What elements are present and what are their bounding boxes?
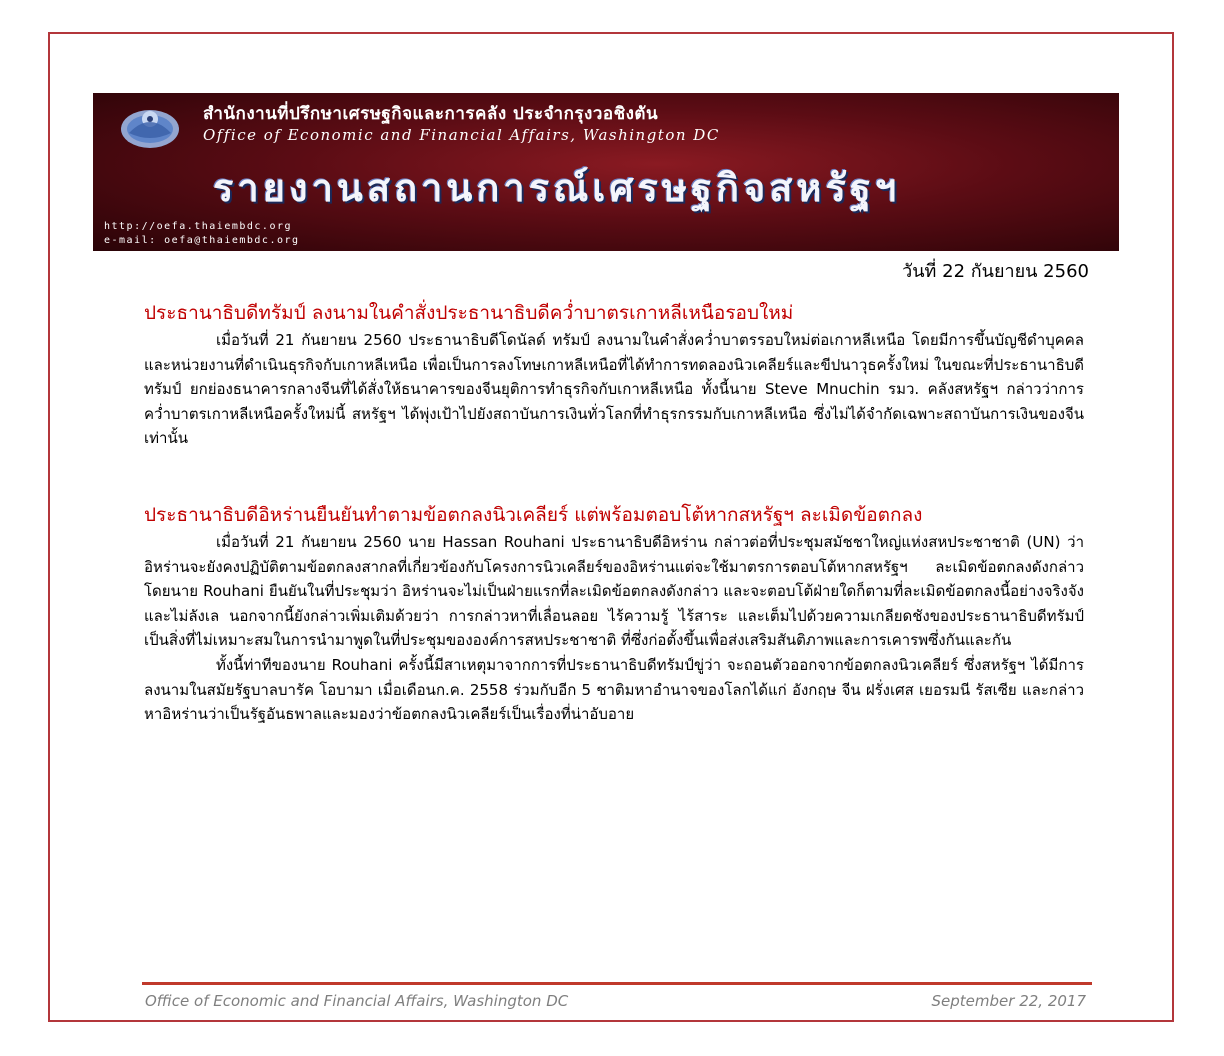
article-paragraph: ทั้งนี้ท่าทีของนาย Rouhani ครั้งนี้มีสาเหตุมาจากการที่ประธานาธิบดีทรัมป์ขู่ว่า จะถอนตัวออกจากข้อตกลงนิวเคลียร์ ซึ่งสหรัฐฯ ได้มีการลงนามในสมัยรัฐบาลบารัค โอบามา เมื่อเดือนก.ค. 2558 ร่วมกับอีก 5 ชาติมหาอำนาจของโลกได้แก่ อังกฤษ จีน ฝรั่งเศส เยอรมนี รัสเซีย และกล่าวหาอิหร่านว่าเป็นรัฐอันธพาลและมองว่าข้อตกลงนิวเคลียร์เป็นเรื่องที่น่าอับอาย	[144, 655, 1084, 724]
article-title: ประธานาธิบดีอิหร่านยืนยันทำตามข้อตกลงนิวเคลียร์ แต่พร้อมตอบโต้หากสหรัฐฯ ละเมิดข้อตกลง	[144, 504, 923, 526]
article	[144, 500, 1084, 727]
garuda-seal-icon	[119, 103, 181, 151]
website-url[interactable]: http://oefa.thaiembdc.org	[104, 221, 293, 232]
article-title: ประธานาธิบดีทรัมป์ ลงนามในคำสั่งประธานาธิบดีคว่ำบาตรเกาหลีเหนือรอบใหม่	[144, 302, 794, 324]
footer-divider	[142, 982, 1092, 985]
footer-date: September 22, 2017	[931, 992, 1086, 1010]
org-name-english: Office of Economic and Financial Affairs, Washington DC	[203, 126, 720, 144]
footer-org-name: Office of Economic and Financial Affairs, Washington DC	[145, 992, 569, 1010]
report-date: วันที่ 22 กันยายน 2560	[902, 261, 1089, 282]
article-paragraph: เมื่อวันที่ 21 กันยายน 2560 นาย Hassan Rouhani ประธานาธิบดีอิหร่าน กล่าวต่อที่ประชุมสมัชชาใหญ่แห่งสหประชาชาติ (UN) ว่า อิหร่านจะยังคงปฏิบัติตามข้อตกลงสากลที่เกี่ยวข้องกับโครงการนิวเคลียร์ของอิหร่านแต่จะใช้มาตรการตอบโต้หากสหรัฐฯ ละเมิดข้อตกลงดังกล่าว โดยนาย Rouhani ยืนยันในที่ประชุมว่า อิหร่านจะไม่เป็นฝ่ายแรกที่ละเมิดข้อตกลงดังกล่าว และจะตอบโต้ฝ่ายใดก็ตามที่ละเมิดข้อตกลงนี้อย่างจริงจังและไม่ลังเล นอกจากนี้ยังกล่าวเพิ่มเติมด้วยว่า การกล่าวหาที่เลื่อนลอย ไร้ความรู้ ไร้สาระ และเต็มไปด้วยความเกลียดชังของประธานาธิบดีทรัมป์ เป็นสิ่งที่ไม่เหมาะสมในการนำมาพูดในที่ประชุมขององค์การสหประชาชาติ ที่ซึ่งก่อตั้งขึ้นเพื่อส่งเสริมสันติภาพและการเคารพซึ่งกันและกัน	[144, 533, 1084, 650]
header-banner	[93, 93, 1119, 251]
article	[144, 298, 1084, 451]
org-name-thai: สำนักงานที่ปรึกษาเศรษฐกิจและการคลัง ประจำกรุงวอชิงตัน	[203, 104, 659, 124]
report-title: รายงานสถานการณ์เศรษฐกิจสหรัฐฯ	[213, 165, 901, 210]
contact-email[interactable]: e-mail: oefa@thaiembdc.org	[104, 235, 300, 246]
article-paragraph: เมื่อวันที่ 21 กันยายน 2560 ประธานาธิบดีโดนัลด์ ทรัมป์ ลงนามในคำสั่งคว่ำบาตรรอบใหม่ต่อเกาหลีเหนือ โดยมีการขึ้นบัญชีดำบุคคล และหน่วยงานที่ดำเนินธุรกิจกับเกาหลีเหนือ เพื่อเป็นการลงโทษเกาหลีเหนือที่ได้ทำการทดลองนิวเคลียร์และขีปนาวุธครั้งใหม่ ในขณะที่ประธานาธิบดีทรัมป์ ยกย่องธนาคารกลางจีนที่ได้สั่งให้ธนาคารของจีนยุติการทำธุรกิจกับเกาหลีเหนือ ทั้งนี้นาย Steve Mnuchin รมว. คลังสหรัฐฯ กล่าวว่าการคว่ำบาตรเกาหลีเหนือครั้งใหม่นี้ สหรัฐฯ ได้พุ่งเป้าไปยังสถาบันการเงินทั่วโลกที่ทำธุรกรรมกับเกาหลีเหนือ ซึ่งไม่ได้จำกัดเฉพาะสถาบันการเงินของจีนเท่านั้น	[144, 331, 1084, 448]
